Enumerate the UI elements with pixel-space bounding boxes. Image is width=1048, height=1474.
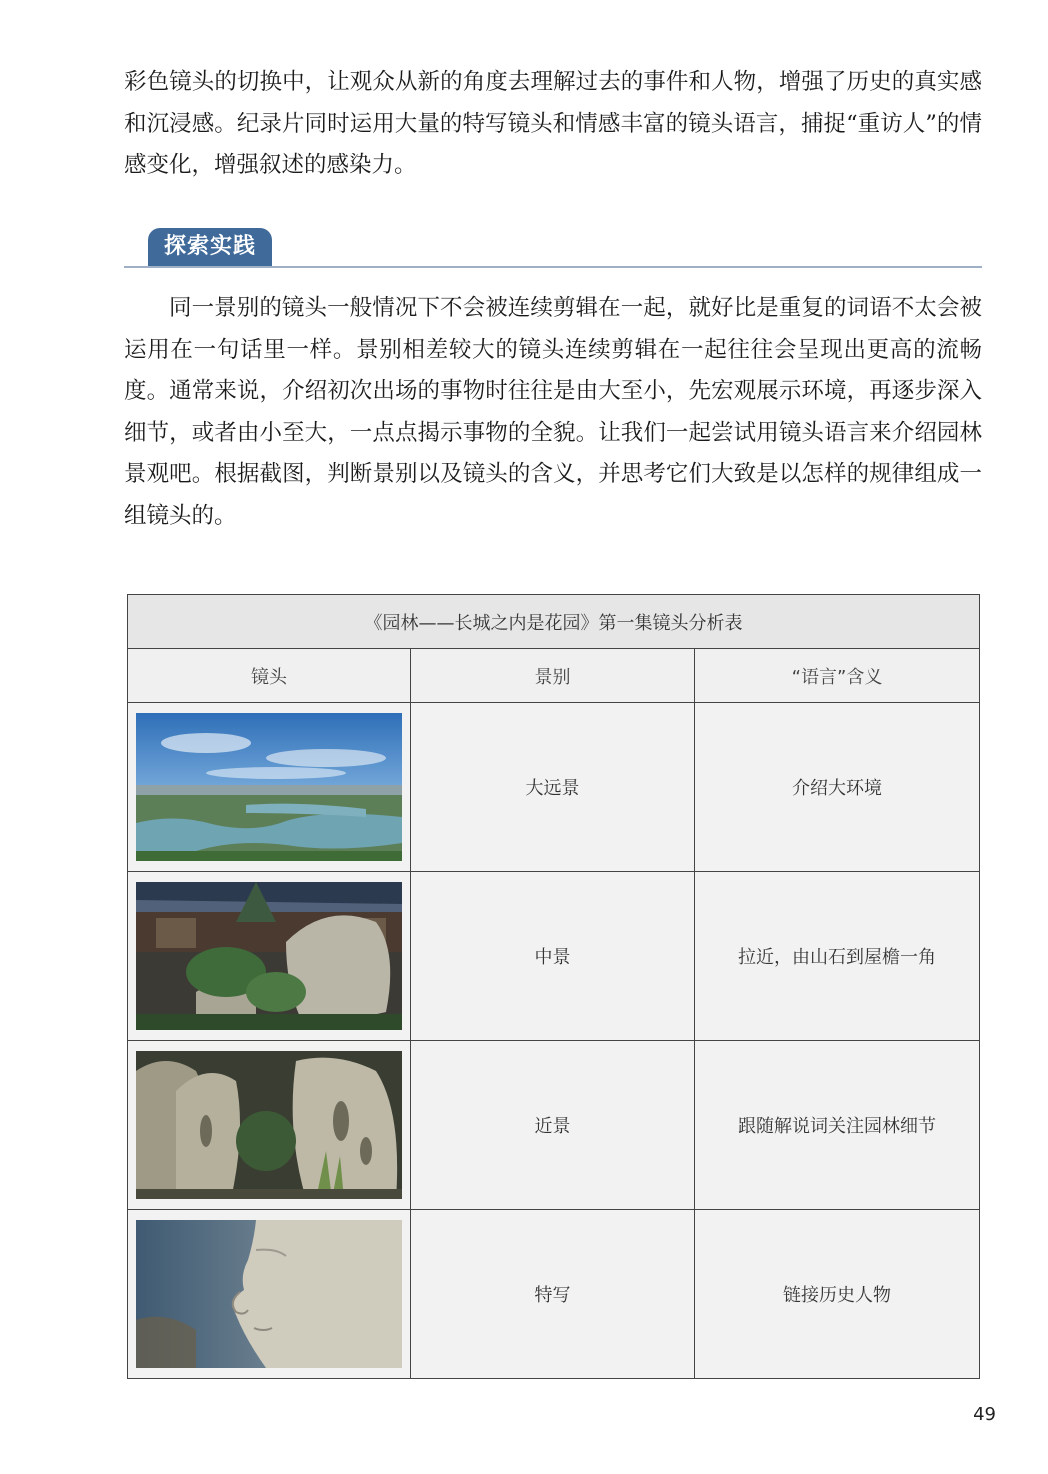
shot-meaning: 拉近，由山石到屋檐一角 [695, 872, 980, 1041]
section-tag: 探索实践 [148, 228, 272, 266]
page-number: 49 [973, 1404, 996, 1425]
shot-meaning: 介绍大环境 [695, 703, 980, 872]
shot-analysis-table [127, 594, 980, 1379]
shot-scale: 特写 [411, 1210, 695, 1379]
table-row [128, 1041, 980, 1210]
table-title: 《园林——长城之内是花园》第一集镜头分析表 [128, 595, 980, 649]
stone-face-closeup-photo [136, 1220, 402, 1368]
header-scale: 景别 [411, 649, 695, 703]
shot-cell [128, 1041, 411, 1210]
shot-cell [128, 1210, 411, 1379]
section-header [124, 226, 982, 270]
table-row [128, 1210, 980, 1379]
shot-cell [128, 703, 411, 872]
header-meaning: “语言”含义 [695, 649, 980, 703]
shot-meaning: 链接历史人物 [695, 1210, 980, 1379]
rockery-detail-photo [136, 1051, 402, 1199]
shot-cell [128, 872, 411, 1041]
section-divider [124, 266, 982, 268]
shot-scale: 中景 [411, 872, 695, 1041]
table-row [128, 872, 980, 1041]
header-shot: 镜头 [128, 649, 411, 703]
shot-scale: 近景 [411, 1041, 695, 1210]
lake-landscape-photo [136, 713, 402, 861]
shot-meaning: 跟随解说词关注园林细节 [695, 1041, 980, 1210]
table-row [128, 703, 980, 872]
shot-scale: 大远景 [411, 703, 695, 872]
explore-paragraph: 同一景别的镜头一般情况下不会被连续剪辑在一起，就好比是重复的词语不太会被运用在一句话里一样。景别相差较大的镜头连续剪辑在一起往往会呈现出更高的流畅度。通常来说，介绍初次出场的事物时往往是由大至小，先宏观展示环境，再逐步深入细节，或者由小至大，一点点揭示事物的全貌。让我们一起尝试用镜头语言来介绍园林景观吧。根据截图，判断景别以及镜头的含义，并思考它们大致是以怎样的规律组成一组镜头的。 [124, 295, 982, 529]
garden-rock-eaves-photo [136, 882, 402, 1030]
intro-paragraph: 彩色镜头的切换中，让观众从新的角度去理解过去的事件和人物，增强了历史的真实感和沉浸感。纪录片同时运用大量的特写镜头和情感丰富的镜头语言，捕捉“重访人”的情感变化，增强叙述的感染力。 [124, 69, 982, 178]
